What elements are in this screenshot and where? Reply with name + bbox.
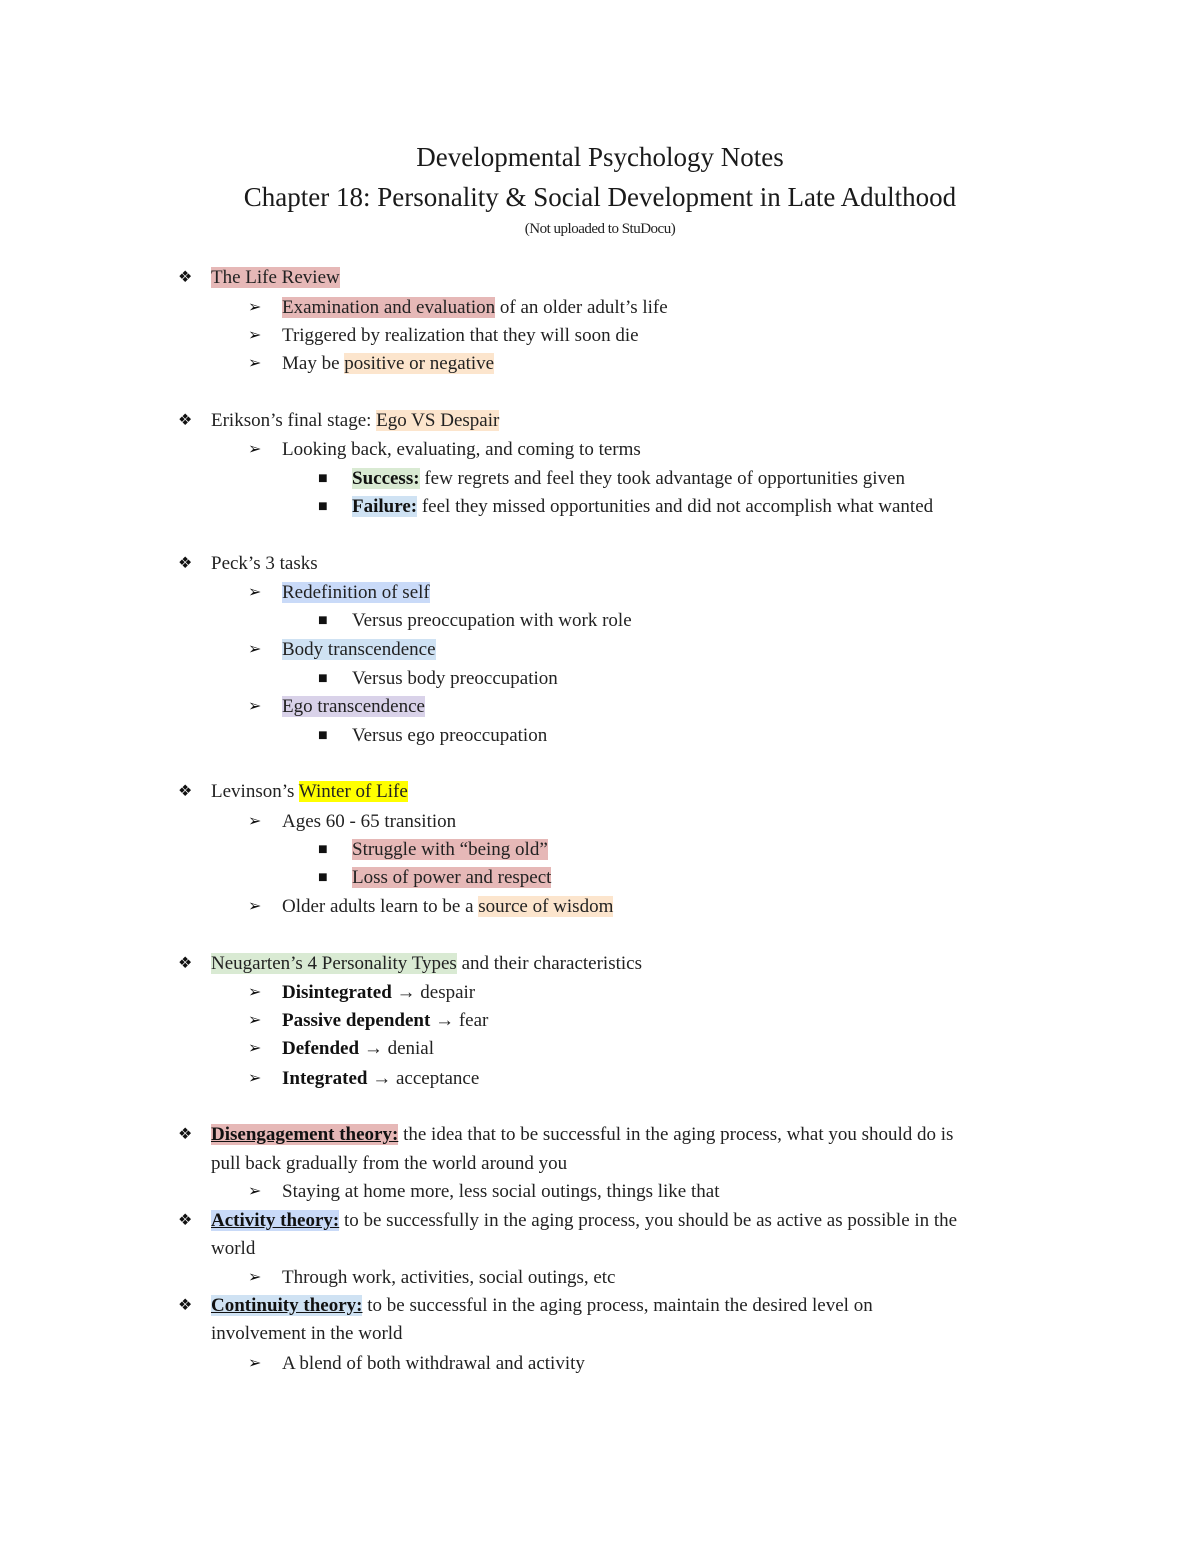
list-item: Failure: feel they missed opportunities and did not accomplish what wanted (352, 496, 934, 517)
diamond-bullet-icon: ❖ (178, 1126, 193, 1143)
list-item: Loss of power and respect (352, 867, 552, 888)
arrow-bullet-icon: ➢ (248, 1040, 262, 1057)
arrow-bullet-icon: ➢ (248, 441, 262, 458)
arrow-bullet-icon: ➢ (248, 1012, 262, 1029)
list-item: Versus body preoccupation (352, 668, 558, 689)
chapter-title: Chapter 18: Personality & Social Development in Late Adulthood (243, 182, 957, 212)
section-continuity-theory: Continuity theory: to be successful in the aging process, maintain the desired level on (211, 1295, 873, 1316)
section-levinson: Levinson’s Winter of Life (211, 781, 408, 802)
section-erikson: Erikson’s final stage: Ego VS Despair (211, 410, 500, 431)
upload-note: (Not uploaded to StuDocu) (524, 221, 676, 237)
diamond-bullet-icon: ❖ (178, 1297, 193, 1314)
arrow-bullet-icon: ➢ (248, 327, 262, 344)
list-item: Staying at home more, less social outings, things like that (282, 1181, 720, 1202)
document-title: Developmental Psychology Notes (416, 142, 784, 172)
section-life-review: The Life Review (211, 267, 340, 288)
list-item: Versus preoccupation with work role (352, 610, 632, 631)
arrow-bullet-icon: ➢ (248, 1269, 262, 1286)
list-item: Through work, activities, social outings, etc (282, 1267, 616, 1288)
arrow-bullet-icon: ➢ (248, 698, 262, 715)
list-item: Triggered by realization that they will soon die (282, 325, 639, 346)
square-bullet-icon: ■ (318, 612, 328, 629)
arrow-bullet-icon: ➢ (248, 641, 262, 658)
diamond-bullet-icon: ❖ (178, 555, 193, 572)
diamond-bullet-icon: ❖ (178, 955, 193, 972)
arrow-bullet-icon: ➢ (248, 1183, 262, 1200)
list-item: Redefinition of self (282, 582, 430, 603)
arrow-bullet-icon: ➢ (248, 299, 262, 316)
list-item: Success: few regrets and feel they took advantage of opportunities given (352, 468, 905, 489)
diamond-bullet-icon: ❖ (178, 783, 193, 800)
list-item: Integrated → acceptance (282, 1068, 480, 1089)
arrow-bullet-icon: ➢ (248, 1355, 262, 1372)
diamond-bullet-icon: ❖ (178, 412, 193, 429)
list-item: Disintegrated → despair (282, 982, 476, 1003)
arrow-bullet-icon: ➢ (248, 584, 262, 601)
section-neugarten: Neugarten’s 4 Personality Types and their characteristics (211, 953, 642, 974)
square-bullet-icon: ■ (318, 869, 328, 886)
diamond-bullet-icon: ❖ (178, 1212, 193, 1229)
list-item: Passive dependent → fear (282, 1010, 489, 1031)
diamond-bullet-icon: ❖ (178, 269, 193, 286)
square-bullet-icon: ■ (318, 841, 328, 858)
list-item: Older adults learn to be a source of wisdom (282, 896, 614, 917)
list-item: Defended → denial (282, 1038, 434, 1059)
list-item: Ego transcendence (282, 696, 425, 717)
list-item: Struggle with “being old” (352, 839, 548, 860)
list-item: Body transcendence (282, 639, 436, 660)
arrow-bullet-icon: ➢ (248, 1070, 262, 1087)
list-item-continued: involvement in the world (211, 1323, 403, 1344)
square-bullet-icon: ■ (318, 670, 328, 687)
arrow-bullet-icon: ➢ (248, 813, 262, 830)
square-bullet-icon: ■ (318, 470, 328, 487)
list-item-continued: pull back gradually from the world around you (211, 1153, 568, 1174)
arrow-bullet-icon: ➢ (248, 898, 262, 915)
arrow-bullet-icon: ➢ (248, 984, 262, 1001)
list-item-continued: world (211, 1238, 256, 1259)
section-disengagement-theory: Disengagement theory: the idea that to be successful in the aging process, what you should do is (211, 1124, 954, 1145)
list-item: May be positive or negative (282, 353, 495, 374)
square-bullet-icon: ■ (318, 498, 328, 515)
section-activity-theory: Activity theory: to be successfully in the aging process, you should be as active as possible in the (211, 1210, 958, 1231)
square-bullet-icon: ■ (318, 727, 328, 744)
list-item: Ages 60 - 65 transition (282, 811, 457, 832)
list-item: Examination and evaluation of an older adult’s life (282, 297, 668, 318)
arrow-bullet-icon: ➢ (248, 355, 262, 372)
section-peck: Peck’s 3 tasks (211, 553, 318, 574)
list-item: Versus ego preoccupation (352, 725, 548, 746)
list-item: Looking back, evaluating, and coming to terms (282, 439, 641, 460)
list-item: A blend of both withdrawal and activity (282, 1353, 585, 1374)
